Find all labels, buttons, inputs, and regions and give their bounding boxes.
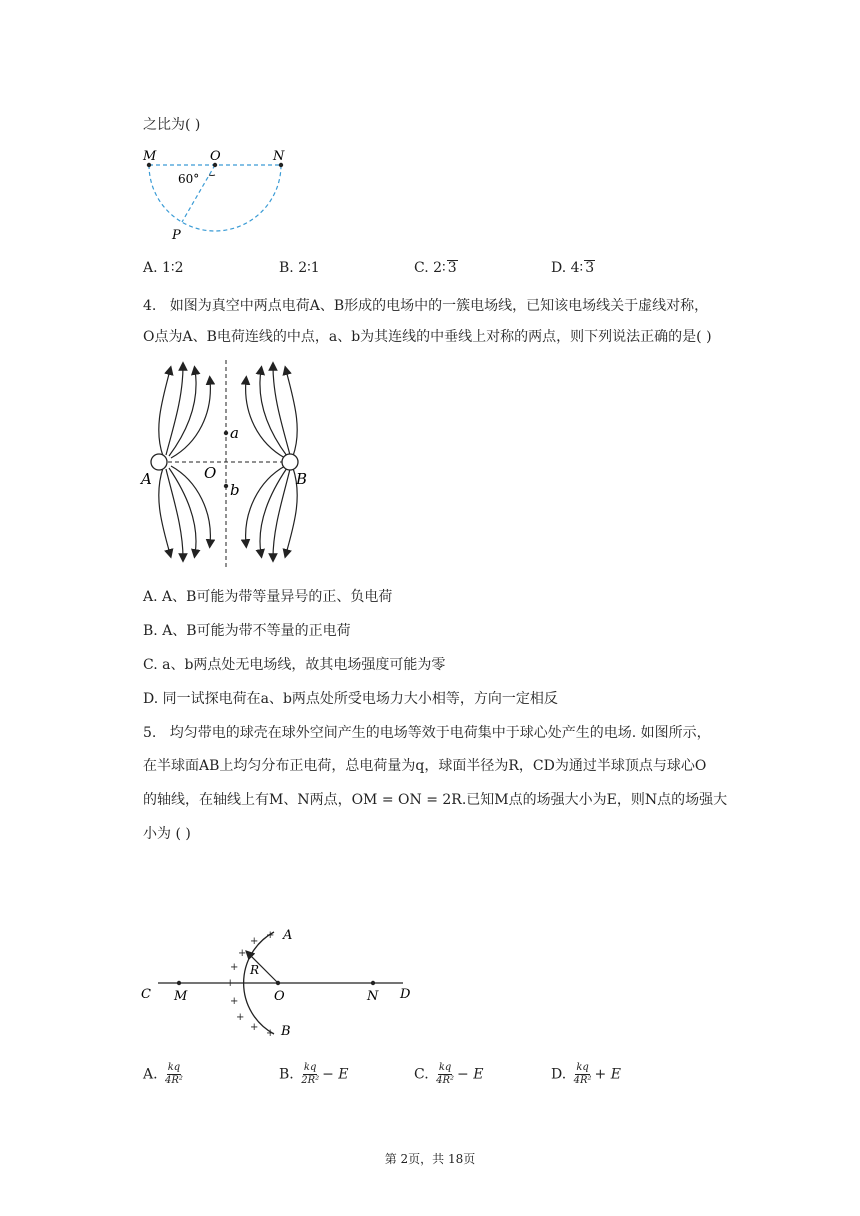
label-A: A	[283, 928, 293, 943]
label-B: B	[281, 1024, 291, 1039]
label-C: C	[141, 987, 151, 1002]
q5-option-b[interactable]: B. $\frac{kq}{\text{2R²}}$ − E	[279, 1062, 349, 1086]
label-O: O	[210, 149, 221, 164]
q5-stem-line-2: 在半球面AB上均匀分布正电荷，总电荷量为q，球面半径为R，CD为通过半球顶点与球心O	[143, 758, 707, 774]
label-a: a	[230, 424, 239, 442]
q5-option-a[interactable]: A. $\frac{kq}{\text{4R²}}$	[143, 1062, 183, 1086]
q4-option-c[interactable]: C. a、b两点处无电场线，故其电场强度可能为零	[143, 657, 446, 673]
label-D: D	[400, 987, 411, 1002]
label-A: A	[141, 470, 152, 488]
svg-text:+: +	[238, 948, 247, 959]
svg-text:+: +	[250, 936, 259, 947]
q4-option-a[interactable]: A. A、B可能为带等量异号的正、负电荷	[143, 589, 393, 605]
svg-text:+: +	[266, 1028, 275, 1039]
q4-option-b[interactable]: B. A、B可能为带不等量的正电荷	[143, 623, 351, 639]
q3-option-d[interactable]: D. 4∶ 3	[551, 260, 595, 276]
svg-text:+: +	[250, 1022, 259, 1033]
q5-hemisphere-figure	[138, 918, 428, 1048]
q5-option-c[interactable]: C. $\frac{kq}{\text{4R²}}$ − E	[414, 1062, 484, 1086]
label-M: M	[143, 149, 157, 164]
label-B: B	[296, 470, 308, 488]
q3-option-c[interactable]: C. 2∶ 3	[414, 260, 457, 276]
q3-option-b[interactable]: B. 2∶1	[279, 260, 320, 276]
label-P: P	[172, 228, 181, 243]
q5-option-d[interactable]: D. $\frac{kq}{\text{4R²}}$ + E	[551, 1062, 621, 1086]
q4-stem-line-2: O点为A、B电荷连线的中点，a、b为其连线的中垂线上对称的两点，则下列说法正确的是( )	[143, 329, 712, 345]
label-O: O	[274, 989, 285, 1004]
label-angle: 60°	[178, 172, 200, 186]
q3-stem-tail: 之比为( )	[143, 117, 201, 133]
q4-field-lines-figure	[138, 358, 318, 573]
svg-text:+: +	[226, 978, 235, 989]
q3-option-a[interactable]: A. 1∶2	[143, 260, 184, 276]
label-O: O	[204, 464, 217, 482]
page-footer: 第 2页，共 18页	[384, 1152, 476, 1166]
label-b: b	[230, 481, 240, 499]
label-R: R	[250, 963, 260, 977]
charge-B	[282, 454, 298, 470]
q5-stem-line-3: 的轴线，在轴线上有M、N两点，OM = ON = 2R.已知M点的场强大小为E，则N点的场强大	[143, 792, 728, 808]
q5-stem-line-1: 5. 均匀带电的球壳在球外空间产生的电场等效于电荷集中于球心处产生的电场. 如图所示，	[143, 725, 711, 741]
svg-text:+: +	[266, 930, 275, 941]
q3-semicircle-figure	[140, 145, 300, 245]
svg-text:+: +	[230, 996, 239, 1007]
svg-text:+: +	[236, 1012, 245, 1023]
charge-A	[151, 454, 167, 470]
label-N: N	[367, 989, 379, 1004]
q4-option-d[interactable]: D. 同一试探电荷在a、b两点处所受电场力大小相等，方向一定相反	[143, 691, 558, 707]
q5-stem-line-4: 小为 ( )	[143, 826, 191, 842]
label-M: M	[174, 989, 188, 1004]
q4-stem-line-1: 4. 如图为真空中两点电荷A、B形成的电场中的一簇电场线，已知该电场线关于虚线对称，	[143, 298, 709, 314]
svg-text:+: +	[230, 962, 239, 973]
label-N: N	[273, 149, 285, 164]
